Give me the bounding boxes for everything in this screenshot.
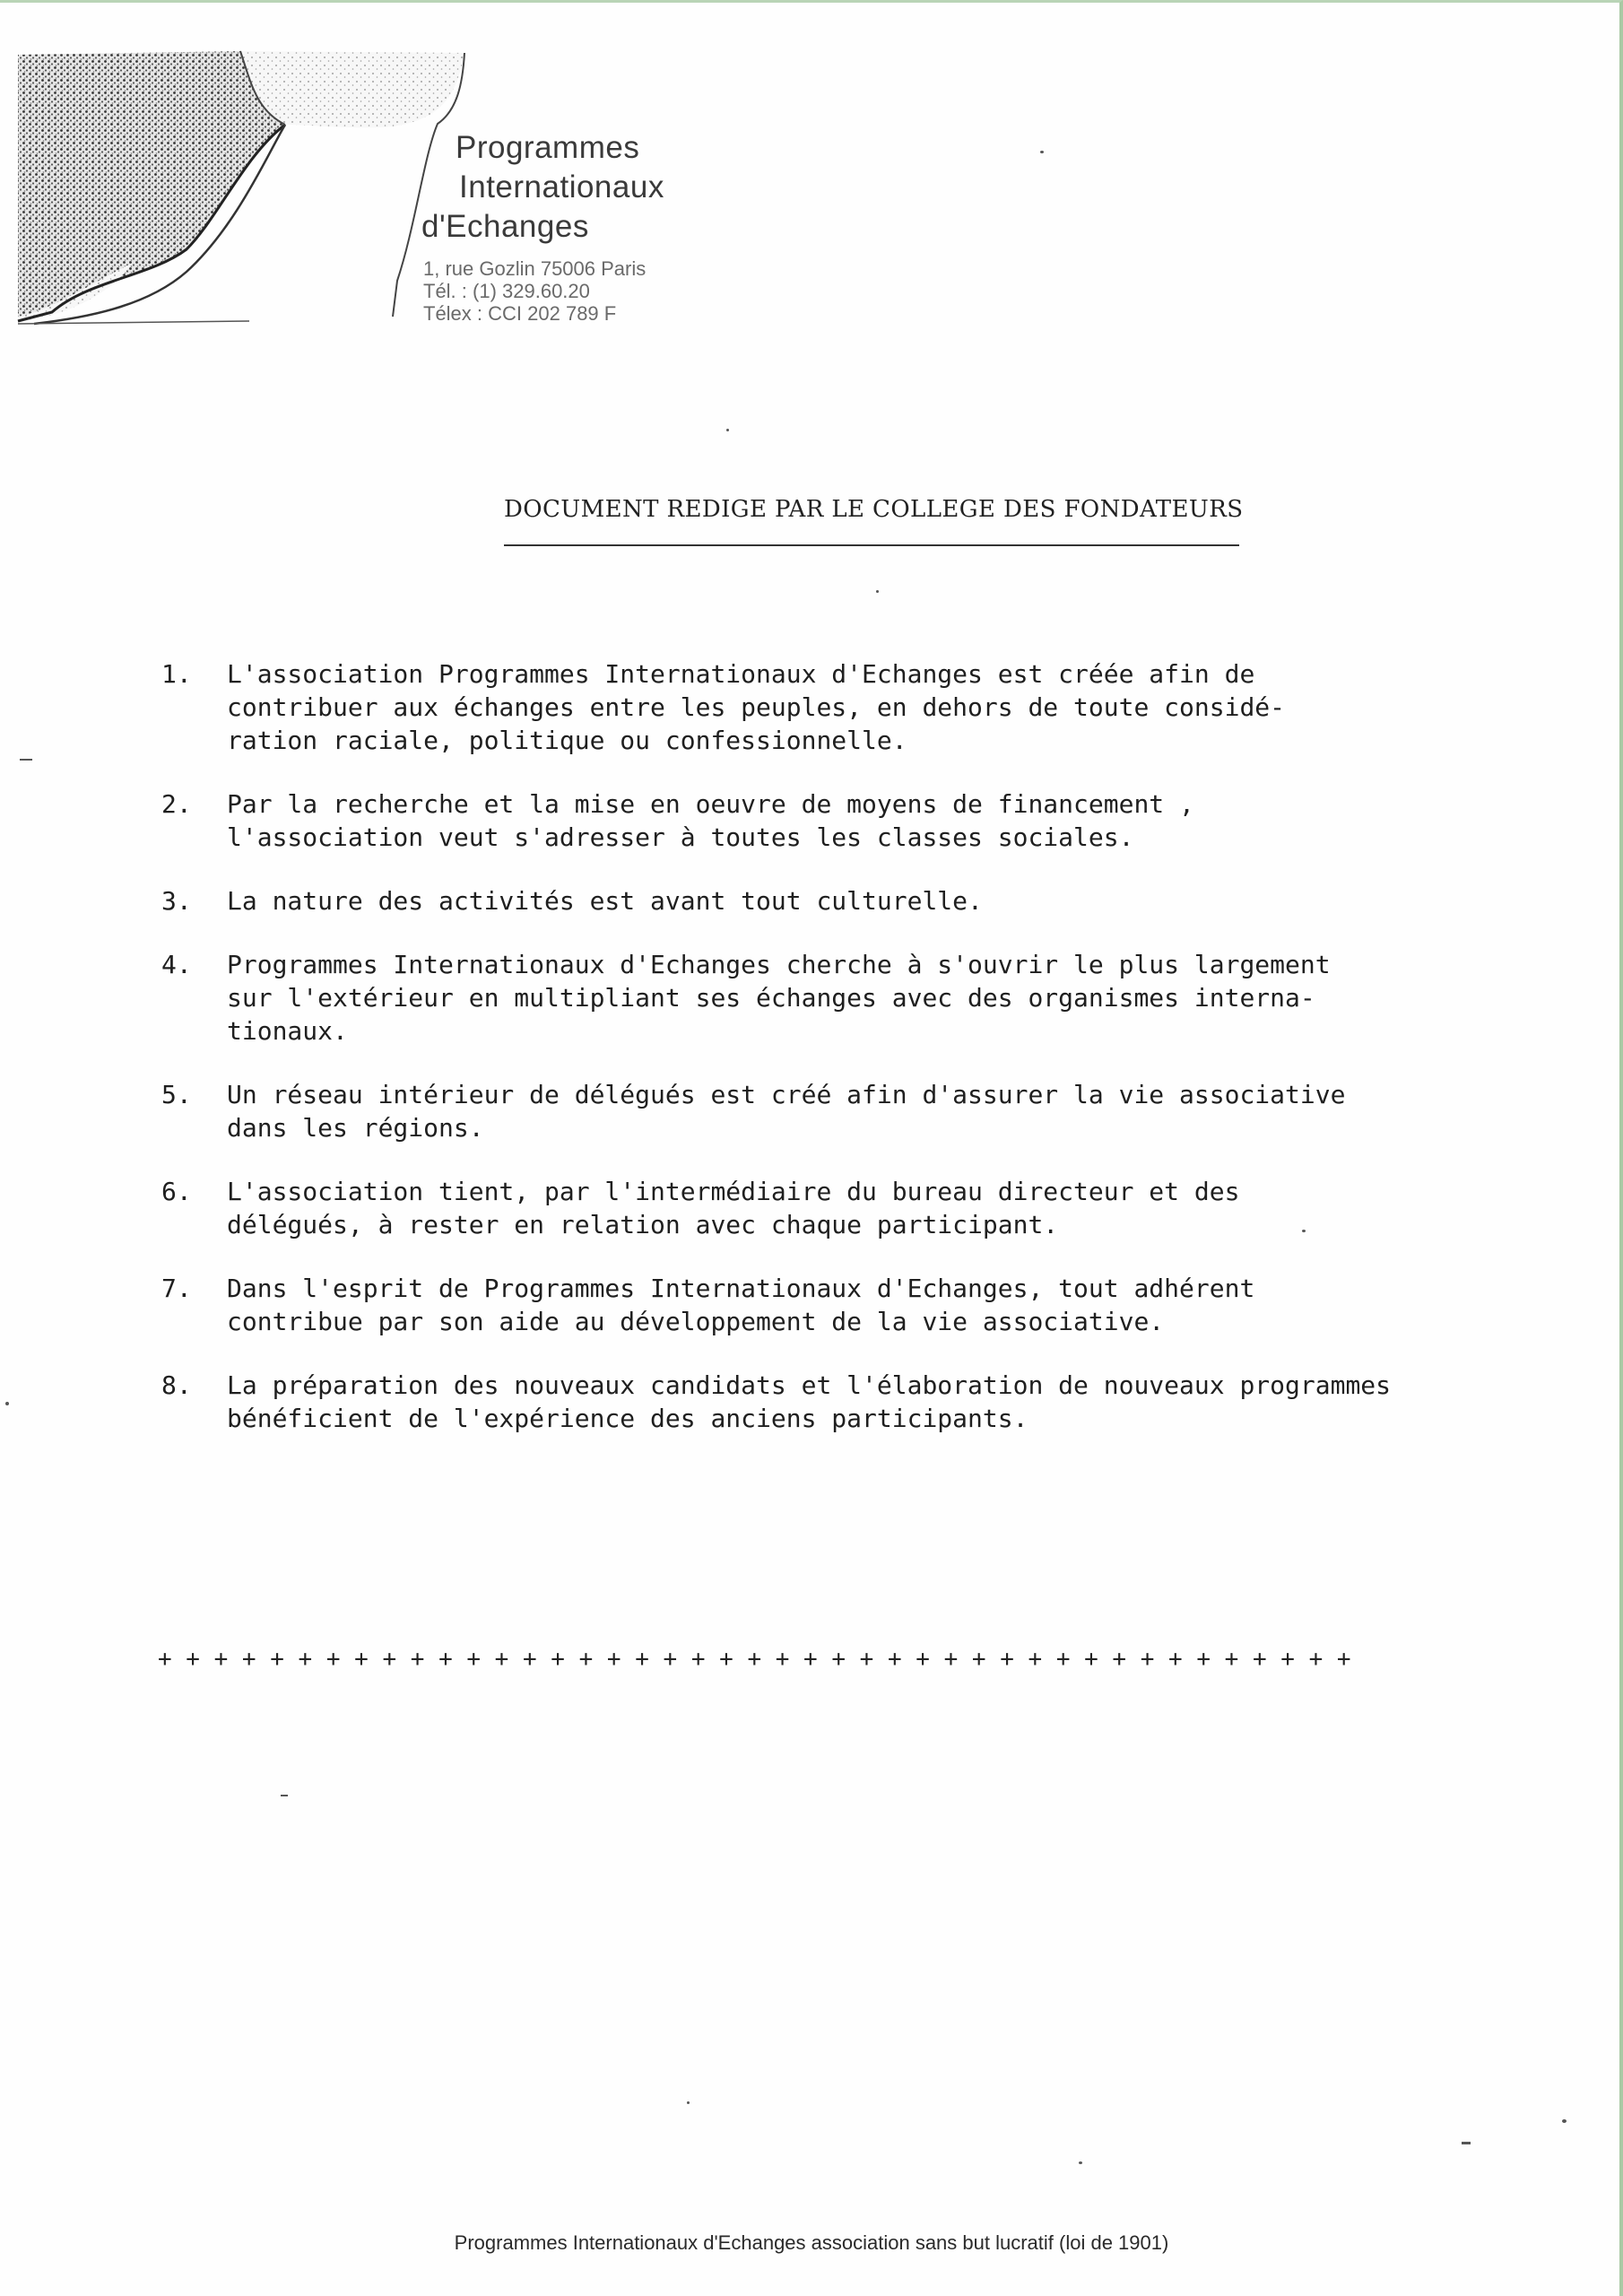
title-underline — [504, 544, 1239, 546]
item-text-line: La préparation des nouveaux candidats et l'élaboration de nouveaux programmes — [227, 1370, 1392, 1400]
scan-speck — [1562, 2119, 1567, 2123]
scan-speck — [1462, 2142, 1471, 2144]
item-text-line: Par la recherche et la mise en oeuvre de moyens de financement , — [227, 789, 1194, 819]
item-text-line: ration raciale, politique ou confessionnelle. — [227, 726, 907, 755]
scan-speck — [1302, 1230, 1306, 1232]
org-name-line-2: Internationaux — [459, 170, 664, 204]
item-number: 7. — [161, 1274, 192, 1303]
item-text-line: L'association Programmes Internationaux d'Echanges est créée afin de — [227, 659, 1255, 689]
item-text-line: tionaux. — [227, 1016, 348, 1046]
item-number: 8. — [161, 1370, 192, 1400]
item-text-line: bénéficient de l'expérience des anciens participants. — [227, 1404, 1028, 1433]
org-address: 1, rue Gozlin 75006 Paris — [423, 257, 647, 280]
org-phone: Tél. : (1) 329.60.20 — [423, 280, 590, 302]
principles-list — [161, 657, 1506, 1465]
item-text-line: Dans l'esprit de Programmes Internationaux d'Echanges, tout adhérent — [227, 1274, 1255, 1303]
item-text-line: contribuer aux échanges entre les peuples, en dehors de toute considé- — [227, 692, 1286, 722]
scan-speck — [1079, 2161, 1082, 2164]
scan-speck — [5, 1402, 9, 1405]
org-name-line-3: d'Echanges — [421, 209, 589, 244]
item-number: 5. — [161, 1080, 192, 1109]
document-title: DOCUMENT REDIGE PAR LE COLLEGE DES FONDATEURS — [504, 496, 1244, 523]
organization-logo — [16, 48, 473, 335]
item-number: 6. — [161, 1177, 192, 1206]
item-text-line: délégués, à rester en relation avec chaque participant. — [227, 1210, 1059, 1239]
scan-speck — [281, 1795, 288, 1796]
list-item — [161, 884, 1506, 918]
item-number: 4. — [161, 950, 192, 979]
item-text-line: Un réseau intérieur de délégués est créé afin d'assurer la vie associative — [227, 1080, 1346, 1109]
page-footer: Programmes Internationaux d'Echanges association sans but lucratif (loi de 1901) — [454, 2231, 1169, 2254]
item-number: 3. — [161, 886, 192, 916]
scan-speck — [876, 590, 879, 593]
item-text-line: dans les régions. — [227, 1113, 484, 1143]
item-text-line: sur l'extérieur en multipliant ses échanges avec des organismes interna- — [227, 983, 1315, 1013]
org-telex: Télex : CCI 202 789 F — [423, 302, 617, 325]
list-item — [161, 1272, 1506, 1338]
list-item — [161, 787, 1506, 854]
scan-speck — [726, 429, 729, 431]
letterhead — [421, 128, 664, 325]
item-text-line: contribue par son aide au développement de la vie associative. — [227, 1307, 1165, 1336]
item-text-line: Programmes Internationaux d'Echanges cherche à s'ouvrir le plus largement — [227, 950, 1331, 979]
item-text-line: l'association veut s'adresser à toutes les classes sociales. — [227, 822, 1134, 852]
list-item — [161, 1369, 1506, 1435]
list-item — [161, 657, 1506, 757]
item-text-line: L'association tient, par l'intermédiaire du bureau directeur et des — [227, 1177, 1240, 1206]
org-name-line-1: Programmes — [456, 130, 640, 165]
item-text-line: La nature des activités est avant tout culturelle. — [227, 886, 983, 916]
scan-speck — [687, 2101, 690, 2104]
item-number: 2. — [161, 789, 192, 819]
list-item — [161, 1078, 1506, 1144]
list-item — [161, 948, 1506, 1048]
scan-speck — [1040, 151, 1044, 153]
item-number: 1. — [161, 659, 192, 689]
plus-sign-separator: + + + + + + + + + + + + + + + + + + + + + + + + + + + + + + + + + + + + + + + + + + + — [158, 1646, 1351, 1673]
scan-speck — [20, 759, 32, 761]
